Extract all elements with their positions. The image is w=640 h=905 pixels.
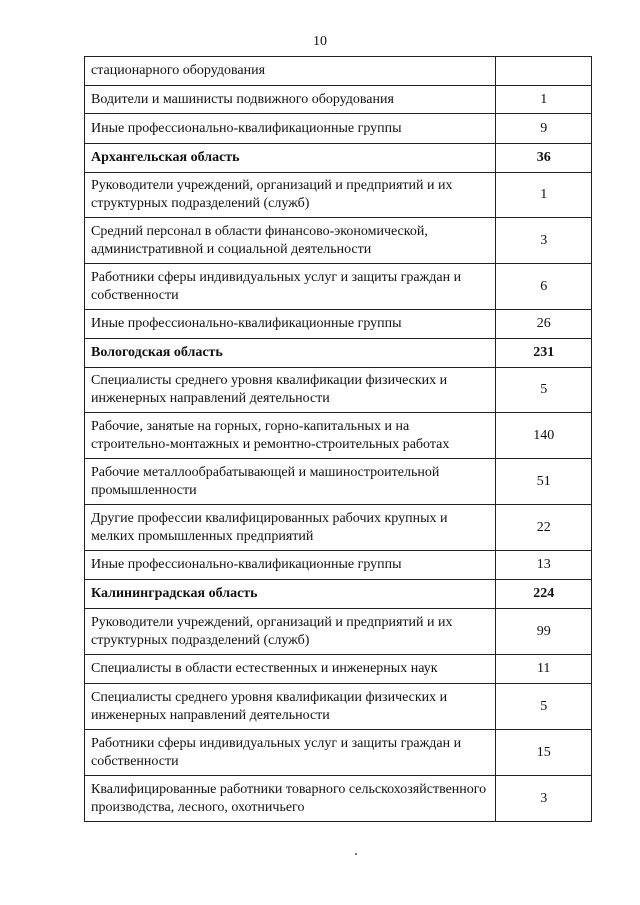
table-row (85, 776, 592, 822)
count-cell: 5 (496, 684, 592, 730)
region-total-cell: 224 (496, 580, 592, 609)
occupation-group-cell: Водители и машинисты подвижного оборудования (85, 86, 496, 114)
table-row (85, 684, 592, 730)
table-row (85, 114, 592, 144)
occupation-table (84, 56, 592, 822)
occupation-group-cell: Рабочие, занятые на горных, горно-капитальных и на строительно-монтажных и ремонтно-строительных работах (85, 413, 496, 459)
table-row (85, 655, 592, 684)
table-row (85, 413, 592, 459)
count-cell: 15 (496, 730, 592, 776)
count-cell: 22 (496, 505, 592, 551)
occupation-group-cell: стационарного оборудования (85, 57, 496, 86)
table-row (85, 459, 592, 505)
table-row (85, 218, 592, 264)
table-row (85, 310, 592, 339)
occupation-group-cell: Средний персонал в области финансово-экономической, административной и социальной деятельности (85, 218, 496, 264)
region-total-cell: 36 (496, 144, 592, 173)
occupation-group-cell: Специалисты среднего уровня квалификации физических и инженерных направлений деятельности (85, 684, 496, 730)
count-cell: 3 (496, 776, 592, 822)
count-cell (496, 57, 592, 86)
count-cell: 99 (496, 609, 592, 655)
count-cell: 51 (496, 459, 592, 505)
scan-speck (355, 853, 357, 855)
region-name-cell: Архангельская область (85, 144, 496, 173)
table-row (85, 173, 592, 218)
count-cell: 5 (496, 368, 592, 413)
region-row (85, 339, 592, 368)
count-cell: 11 (496, 655, 592, 684)
count-cell: 3 (496, 218, 592, 264)
region-name-cell: Вологодская область (85, 339, 496, 368)
region-row (85, 580, 592, 609)
count-cell: 26 (496, 310, 592, 339)
occupation-group-cell: Руководители учреждений, организаций и предприятий и их структурных подразделений (служб) (85, 173, 496, 218)
occupation-group-cell: Работники сферы индивидуальных услуг и защиты граждан и собственности (85, 730, 496, 776)
count-cell: 1 (496, 86, 592, 114)
table-row (85, 264, 592, 310)
table-row (85, 57, 592, 86)
count-cell: 9 (496, 114, 592, 144)
occupation-group-cell: Квалифицированные работники товарного сельскохозяйственного производства, лесного, охотничьего (85, 776, 496, 822)
occupation-group-cell: Руководители учреждений, организаций и предприятий и их структурных подразделений (служб) (85, 609, 496, 655)
table-row (85, 86, 592, 114)
table-row (85, 609, 592, 655)
occupation-group-cell: Иные профессионально-квалификационные группы (85, 551, 496, 580)
table-row (85, 551, 592, 580)
occupation-group-cell: Работники сферы индивидуальных услуг и защиты граждан и собственности (85, 264, 496, 310)
table-row (85, 730, 592, 776)
table-row (85, 505, 592, 551)
count-cell: 1 (496, 173, 592, 218)
count-cell: 6 (496, 264, 592, 310)
page-number: 10 (313, 34, 327, 49)
occupation-group-cell: Специалисты среднего уровня квалификации физических и инженерных направлений деятельности (85, 368, 496, 413)
count-cell: 13 (496, 551, 592, 580)
region-row (85, 144, 592, 173)
count-cell: 140 (496, 413, 592, 459)
occupation-group-cell: Иные профессионально-квалификационные группы (85, 310, 496, 339)
occupation-group-cell: Специалисты в области естественных и инженерных наук (85, 655, 496, 684)
table-body (85, 57, 592, 822)
region-total-cell: 231 (496, 339, 592, 368)
occupation-group-cell: Иные профессионально-квалификационные группы (85, 114, 496, 144)
occupation-group-cell: Рабочие металлообрабатывающей и машиностроительной промышленности (85, 459, 496, 505)
occupation-group-cell: Другие профессии квалифицированных рабочих крупных и мелких промышленных предприятий (85, 505, 496, 551)
table-row (85, 368, 592, 413)
region-name-cell: Калининградская область (85, 580, 496, 609)
